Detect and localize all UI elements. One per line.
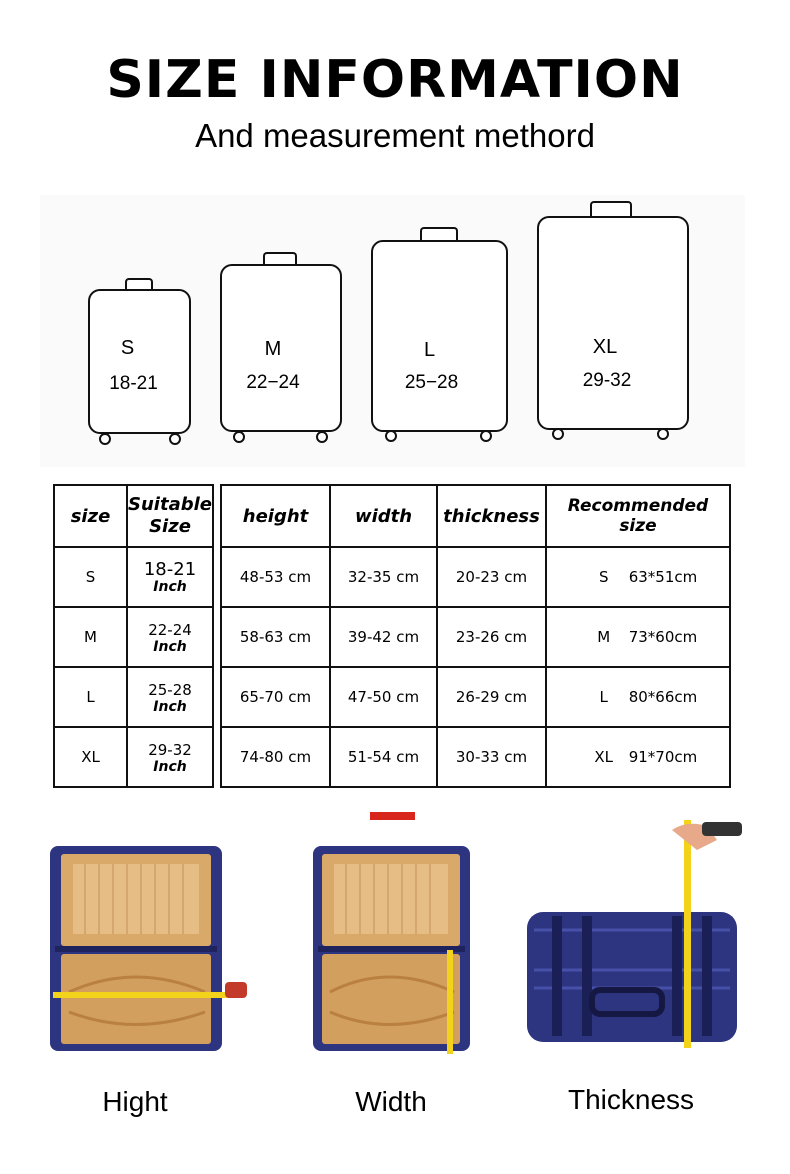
cell-suitable	[127, 727, 213, 787]
rec-size: S	[598, 568, 609, 586]
cell-thickness: 30-33 cm	[437, 727, 546, 787]
wheel-icon	[480, 430, 492, 442]
caption-height: Hight	[102, 1086, 168, 1117]
cell-recommended	[546, 607, 730, 667]
caption-width: Width	[355, 1086, 427, 1117]
header-width: width	[330, 485, 437, 547]
header-suitable-line2: Size	[149, 516, 191, 537]
case-size-label: S	[120, 337, 135, 359]
rec-dim: 91*70cm	[628, 748, 698, 766]
size-table-left	[53, 484, 214, 788]
cell-range: 25-28	[148, 681, 192, 699]
header-thickness: thickness	[437, 485, 546, 547]
wheel-icon	[316, 431, 328, 443]
cell-width: 32-35 cm	[330, 547, 437, 607]
caption-thickness: Thickness	[567, 1084, 695, 1115]
case-range-label: 29-32	[582, 370, 632, 391]
case-range-label: 25−28	[404, 372, 459, 393]
cell-size: L	[54, 667, 127, 727]
rec-dim: 63*51cm	[628, 568, 698, 586]
cell-size: XL	[54, 727, 127, 787]
case-size-label: L	[423, 339, 436, 361]
wheel-icon	[552, 428, 564, 440]
case-range-label: 22−24	[246, 372, 300, 393]
size-table-right	[220, 484, 731, 788]
cell-range: 18-21	[143, 559, 197, 580]
cell-size: S	[54, 547, 127, 607]
page-subtitle: And measurement methord	[195, 117, 595, 154]
cell-unit: Inch	[153, 639, 187, 655]
suitcase-outline-xl	[537, 216, 689, 430]
cell-width: 51-54 cm	[330, 727, 437, 787]
cell-height: 65-70 cm	[221, 667, 330, 727]
closed-suitcase-thickness-illustration	[522, 820, 747, 1052]
wheel-icon	[385, 430, 397, 442]
cell-suitable	[127, 547, 213, 607]
cell-suitable	[127, 667, 213, 727]
open-suitcase-height-illustration	[45, 842, 250, 1060]
cell-width: 39-42 cm	[330, 607, 437, 667]
wheel-icon	[169, 433, 181, 445]
suitcase-outline-m	[220, 264, 342, 432]
header-recommended-size: Recommended size	[546, 485, 730, 547]
case-range-label: 18-21	[109, 373, 158, 394]
cell-unit: Inch	[153, 759, 187, 775]
wheel-icon	[657, 428, 669, 440]
wheel-icon	[233, 431, 245, 443]
cell-range: 22-24	[148, 621, 192, 639]
open-suitcase-width-illustration	[308, 842, 473, 1060]
wheel-icon	[99, 433, 111, 445]
photo-width-measurement	[308, 842, 473, 1060]
cell-recommended	[546, 547, 730, 607]
page-title: SIZE INFORMATION	[106, 50, 684, 110]
cell-recommended	[546, 727, 730, 787]
case-size-label: M	[264, 338, 282, 360]
rec-size: L	[599, 688, 608, 706]
cell-height: 58-63 cm	[221, 607, 330, 667]
cell-thickness: 20-23 cm	[437, 547, 546, 607]
photo-height-measurement	[45, 842, 250, 1060]
header-height: height	[221, 485, 330, 547]
cell-size: M	[54, 607, 127, 667]
cell-recommended	[546, 667, 730, 727]
header-size: size	[54, 485, 127, 547]
cell-unit: Inch	[153, 579, 187, 595]
section-divider	[370, 812, 415, 820]
header-suitable-line1: Suitable	[128, 494, 212, 515]
suitcase-outline-s	[88, 289, 191, 434]
cell-width: 47-50 cm	[330, 667, 437, 727]
case-size-label: XL	[592, 336, 618, 358]
rec-size: XL	[594, 748, 614, 766]
cell-unit: Inch	[153, 699, 187, 715]
rec-size: M	[597, 628, 611, 646]
cell-thickness: 26-29 cm	[437, 667, 546, 727]
rec-dim: 73*60cm	[628, 628, 698, 646]
suitcase-outline-l	[371, 240, 508, 432]
cell-range: 29-32	[148, 741, 192, 759]
rec-dim: 80*66cm	[628, 688, 698, 706]
photo-thickness-measurement	[522, 820, 747, 1052]
cell-thickness: 23-26 cm	[437, 607, 546, 667]
cell-suitable	[127, 607, 213, 667]
cell-height: 48-53 cm	[221, 547, 330, 607]
header-suitable-size	[127, 485, 213, 547]
cell-height: 74-80 cm	[221, 727, 330, 787]
